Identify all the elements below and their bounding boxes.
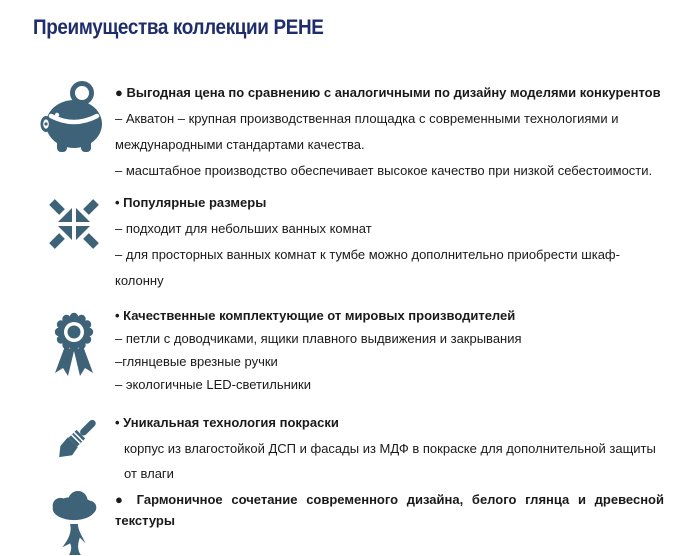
section-quality-components xyxy=(33,304,668,396)
section-line: – для просторных ванных комнат к тумбе можно дополнительно приобрести шкаф-колонну xyxy=(115,247,620,288)
section-heading: • Качественные комплектующие от мировых производителей xyxy=(115,308,516,323)
section-line: – Акватон – крупная производственная площадка с современными технологиями и xyxy=(115,111,619,126)
award-ribbon-icon xyxy=(46,308,102,382)
section-line: международными стандартами качества. xyxy=(115,137,365,152)
section-line: – масштабное производство обеспечивает высокое качество при низкой себестоимости. xyxy=(115,163,653,178)
advantages-list xyxy=(33,80,668,556)
piggy-bank-icon xyxy=(41,82,107,158)
collapse-arrows-icon xyxy=(46,196,102,252)
section-popular-sizes xyxy=(33,190,668,294)
section-design-harmony xyxy=(33,489,668,556)
section-heading: • Популярные размеры xyxy=(115,195,267,210)
section-price-advantage xyxy=(33,80,668,184)
section-paint-technology xyxy=(33,410,668,487)
section-heading: ● Выгодная цена по сравнению с аналогичными по дизайну моделями конкурентов xyxy=(115,85,661,100)
section-line: корпус из влагостойкой ДСП и фасады из МДФ в покраске для дополнительной защиты xyxy=(124,440,656,456)
section-heading-line1: ● Гармоничное сочетание современного дизайна, белого глянца и древесной xyxy=(115,491,664,507)
section-line: –глянцевые врезные ручки xyxy=(115,354,278,369)
tree-icon xyxy=(48,492,100,556)
page-title: Преимущества коллекции РЕНЕ xyxy=(33,16,324,39)
paintbrush-icon xyxy=(46,412,102,470)
section-heading: • Уникальная технология покраски xyxy=(115,415,339,430)
section-line: – подходит для небольших ванных комнат xyxy=(115,221,372,236)
section-line: от влаги xyxy=(124,466,174,481)
section-line: – петли с доводчиками, ящики плавного выдвижения и закрывания xyxy=(115,331,522,346)
section-line: – экологичные LED-светильники xyxy=(115,377,311,392)
section-heading-line2: текстуры xyxy=(115,512,175,528)
